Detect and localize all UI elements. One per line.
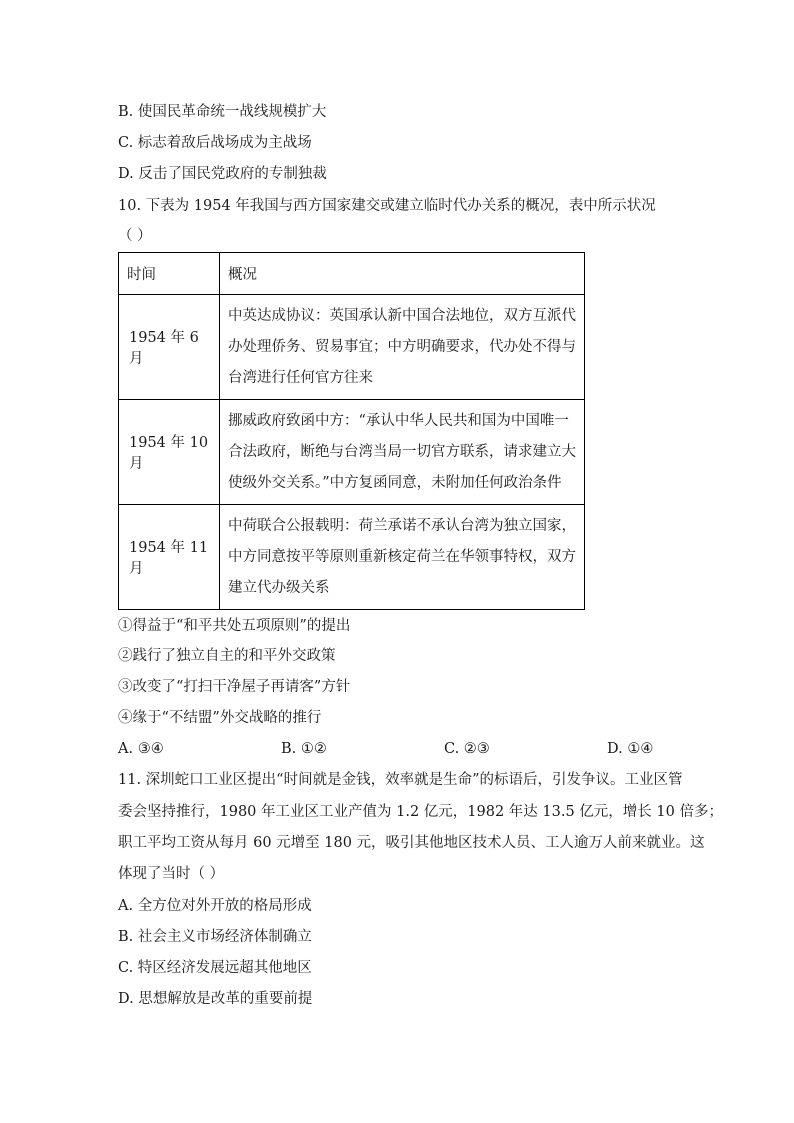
q10-item-4: ④缘于“不结盟”外交战略的推行 [118,710,322,726]
q10-option-b[interactable]: B. ①② [281,741,327,757]
q11-option-a[interactable]: A. 全方位对外开放的格局形成 [118,898,312,914]
table-cell-time: 1954 年 11 月 [119,505,220,610]
q11-stem-line1: 11. 深圳蛇口工业区提出“时间就是金钱，效率就是生命”的标语后，引发争议。工业区管 [118,772,683,788]
table-cell-desc [220,505,585,610]
table-row [119,505,585,610]
q10-option-a[interactable]: A. ③④ [118,741,164,757]
table-row [119,400,585,505]
desc-line: 使级外交关系。”中方复函同意，未附加任何政治条件 [228,474,562,491]
q10-answer-blank: （ ） [118,228,152,244]
table-row [119,295,585,400]
desc-line: 合法政府，断绝与台湾当局一切官方联系，请求建立大 [228,443,576,460]
table-cell-time: 1954 年 10 月 [119,400,220,505]
q10-item-2: ②践行了独立自主的和平外交政策 [118,648,336,664]
q11-stem-line2: 委会坚持推行，1980 年工业区工业产值为 1.2 亿元，1982 年达 13.5 亿元，增长 10 倍多； [118,804,723,820]
desc-line: 中英达成协议：英国承认新中国合法地位，双方互派代 [228,307,576,324]
q10-item-3: ③改变了“打扫干净屋子再请客”方针 [118,679,351,695]
q11-option-b[interactable]: B. 社会主义市场经济体制确立 [118,929,312,945]
prev-option-c: C. 标志着敌后战场成为主战场 [118,135,312,151]
q11-stem-line3: 职工平均工资从每月 60 元增至 180 元，吸引其他地区技术人员、工人逾万人前来就业。这 [118,835,705,851]
desc-line: 中方同意按平等原则重新核定荷兰在华领事特权，双方 [228,548,576,565]
table-header-row [119,253,585,295]
desc-line: 办处理侨务、贸易事宜；中方明确要求，代办处不得与 [228,338,576,355]
desc-line: 挪威政府致函中方：“承认中华人民共和国为中国唯一 [228,412,569,429]
table-cell-time: 1954 年 6 月 [119,295,220,400]
q10-item-1: ①得益于“和平共处五项原则”的提出 [118,618,351,634]
table-header-time: 时间 [119,253,220,295]
q10-option-d[interactable]: D. ①④ [607,741,654,757]
prev-option-b: B. 使国民革命统一战线规模扩大 [118,104,327,120]
table-header-overview: 概况 [220,253,585,295]
q10-options [118,739,678,759]
q10-stem-line1: 10. 下表为 1954 年我国与西方国家建交或建立临时代办关系的概况，表中所示状况 [118,198,656,214]
q11-option-c[interactable]: C. 特区经济发展远超其他地区 [118,960,312,976]
q11-stem-line4: 体现了当时（ ） [118,866,225,882]
prev-option-d: D. 反击了国民党政府的专制独裁 [118,166,327,182]
desc-line: 台湾进行任何官方往来 [228,369,373,386]
desc-line: 中荷联合公报载明：荷兰承诺不承认台湾为独立国家， [228,517,576,534]
table-cell-desc [220,400,585,505]
table-cell-desc [220,295,585,400]
q10-option-c[interactable]: C. ②③ [444,741,490,757]
q10-table [118,252,585,610]
q11-option-d[interactable]: D. 思想解放是改革的重要前提 [118,991,313,1007]
desc-line: 建立代办级关系 [228,579,330,596]
